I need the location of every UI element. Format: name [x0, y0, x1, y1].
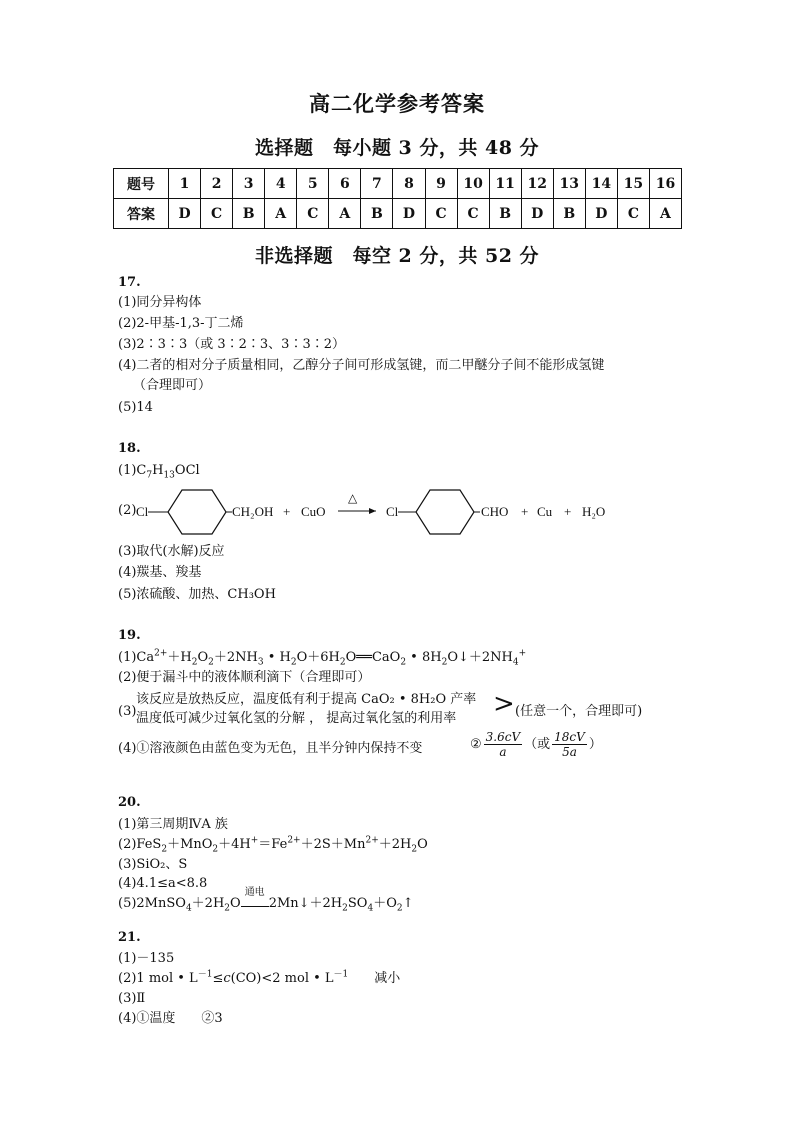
- question-number-cell: 13: [553, 169, 585, 199]
- q17-answer-3: (3)2∶3∶3（或 3∶2∶3、3∶3∶2）: [118, 337, 345, 352]
- question-number-cell: 9: [425, 169, 457, 199]
- q17-answer-4: (4)二者的相对分子质量相同，乙醇分子间可形成氢键，而二甲醚分子间不能形成氢键: [118, 358, 605, 373]
- answer-cell: D: [393, 199, 425, 229]
- table-row-numbers: [114, 169, 682, 199]
- answer-cell: B: [489, 199, 521, 229]
- product-water: H₂O: [582, 504, 606, 519]
- question-number-cell: 8: [393, 169, 425, 199]
- page-title: 高二化学参考答案: [309, 91, 485, 116]
- fraction-2-denominator: 5a: [562, 745, 577, 759]
- question-number-cell: 2: [201, 169, 233, 199]
- q19-answer-3-prefix: (3): [118, 704, 137, 719]
- cyclohexane-ring-reactant: [168, 490, 226, 534]
- question-number-cell: 6: [329, 169, 361, 199]
- table-answer-label: 答案: [114, 199, 169, 229]
- electrolysis-condition: 通电: [244, 887, 265, 898]
- answer-cell: C: [457, 199, 489, 229]
- q19-answer-2: (2)便于漏斗中的液体顺利滴下（合理即可）: [118, 670, 371, 685]
- answer-cell: C: [201, 199, 233, 229]
- reactant-chlorine: Cl: [136, 504, 149, 519]
- q19-answer-4b: [470, 730, 602, 759]
- q18-answer-3: (3)取代(水解)反应: [118, 544, 225, 559]
- q20-answer-4: (4)4.1≤a<8.8: [118, 876, 208, 891]
- circled-two: ②: [470, 737, 482, 752]
- answer-cell: C: [617, 199, 649, 229]
- question-number-cell: 7: [361, 169, 393, 199]
- q17-answer-5: (5)14: [118, 400, 153, 415]
- table-row-answers: [114, 199, 682, 229]
- q19-answer-1: $(1)Ca^{2+}+H_2O_2+2NH_3$ • $H_2O+6H_2O══CaO_2$ • $8H_2O↓+2NH_4^+$: [118, 648, 527, 668]
- product-copper: Cu: [537, 504, 553, 519]
- reagent-cuo: CuO: [301, 504, 326, 519]
- answer-cell: C: [297, 199, 329, 229]
- product-group: CHO: [481, 504, 509, 519]
- answer-cell: C: [425, 199, 457, 229]
- q20-answer-5: $(5)2MnSO_4+2H_2O$ 通电 $2Mn↓+2H_2SO_4+O_2↑$: [118, 895, 414, 913]
- q18-answer-1: $(1)C_7H_{13}OCl$: [118, 463, 200, 481]
- answer-cell: D: [169, 199, 201, 229]
- plus-sign-2: +: [521, 504, 529, 519]
- fraction-2: [552, 730, 587, 759]
- q21-answer-1: (1)－135: [118, 951, 175, 966]
- q21-answer-4: (4)①温度 ②3: [118, 1011, 223, 1026]
- q19-answer-3-option-b: 温度低可减少过氧化氢的分解 ， 提高过氧化氢的利用率: [136, 711, 457, 726]
- q20-answer-1: (1)第三周期ⅣA 族: [118, 817, 228, 832]
- q21-answer-2-trend: 减小: [374, 971, 401, 986]
- question-21-number: 21.: [118, 930, 141, 945]
- q20-answer-2: $(2)FeS_2+MnO_2+4H^+=Fe^{2+}+2S+Mn^{2+}+2H_2O$: [118, 835, 428, 855]
- question-number-cell: 1: [169, 169, 201, 199]
- fraction-1-denominator: a: [499, 745, 507, 759]
- question-20-number: 20.: [118, 795, 141, 810]
- q19-answer-3-note: (任意一个，合理即可): [515, 704, 643, 719]
- answer-cell: A: [265, 199, 297, 229]
- product-chlorine: Cl: [386, 504, 399, 519]
- question-number-cell: 11: [489, 169, 521, 199]
- cyclohexane-ring-product: [416, 490, 474, 534]
- fraction-1: [484, 730, 522, 759]
- answer-cell: B: [361, 199, 393, 229]
- q17-answer-2: (2)2-甲基-1,3-丁二烯: [118, 316, 244, 331]
- question-number-cell: 3: [233, 169, 265, 199]
- heat-symbol: △: [348, 491, 358, 505]
- reactant-group: CH₂OH: [232, 504, 274, 519]
- plus-sign-1: +: [283, 504, 291, 519]
- question-number-cell: 12: [521, 169, 553, 199]
- question-18-number: 18.: [118, 441, 141, 456]
- q18-reaction-equation: [136, 480, 616, 542]
- answer-cell: A: [329, 199, 361, 229]
- q18-answer-4: (4)羰基、羧基: [118, 565, 202, 580]
- greater-than-sign: >: [493, 689, 515, 719]
- q18-answer-1-prefix: (1): [118, 463, 137, 478]
- answer-cell: D: [585, 199, 617, 229]
- answer-cell: A: [649, 199, 681, 229]
- question-number-cell: 5: [297, 169, 329, 199]
- multiple-choice-heading: 选择题 每小题 3 分，共 48 分: [254, 137, 540, 159]
- q21-answer-2: (2)1 mol • $L^{-1}\le c(CO)<2$ mol • $L^{-1}$ 减小: [118, 969, 401, 986]
- answer-cell: D: [521, 199, 553, 229]
- q19-answer-4a: (4)①溶液颜色由蓝色变为无色，且半分钟内保持不变: [118, 741, 423, 756]
- answer-cell: B: [553, 199, 585, 229]
- question-number-cell: 10: [457, 169, 489, 199]
- question-17-number: 17.: [118, 275, 141, 290]
- q21-answer-3: (3)Ⅱ: [118, 991, 146, 1006]
- question-number-cell: 14: [585, 169, 617, 199]
- q17-answer-1: (1)同分异构体: [118, 295, 202, 310]
- q20-answer-3: (3)SiO₂、S: [118, 857, 188, 872]
- question-number-cell: 4: [265, 169, 297, 199]
- question-19-number: 19.: [118, 628, 141, 643]
- plus-sign-3: +: [564, 504, 572, 519]
- table-header-label: 题号: [114, 169, 169, 199]
- q18-answer-2-prefix: (2): [118, 503, 137, 518]
- q19-answer-3-option-a: 该反应是放热反应，温度低有利于提高 CaO₂ • 8H₂O 产率: [136, 692, 477, 707]
- answer-table: [113, 168, 682, 229]
- answer-cell: B: [233, 199, 265, 229]
- q17-answer-4-note: （合理即可）: [133, 378, 212, 393]
- close-paren: ）: [588, 737, 602, 752]
- question-number-cell: 15: [617, 169, 649, 199]
- fraction-2-numerator: 18cV: [554, 730, 585, 744]
- q18-answer-5: (5)浓硫酸、加热、CH₃OH: [118, 587, 276, 602]
- question-number-cell: 16: [649, 169, 681, 199]
- or-text: （或: [524, 737, 551, 752]
- non-multiple-choice-heading: 非选择题 每空 2 分，共 52 分: [254, 245, 540, 267]
- fraction-1-numerator: 3.6cV: [485, 730, 521, 744]
